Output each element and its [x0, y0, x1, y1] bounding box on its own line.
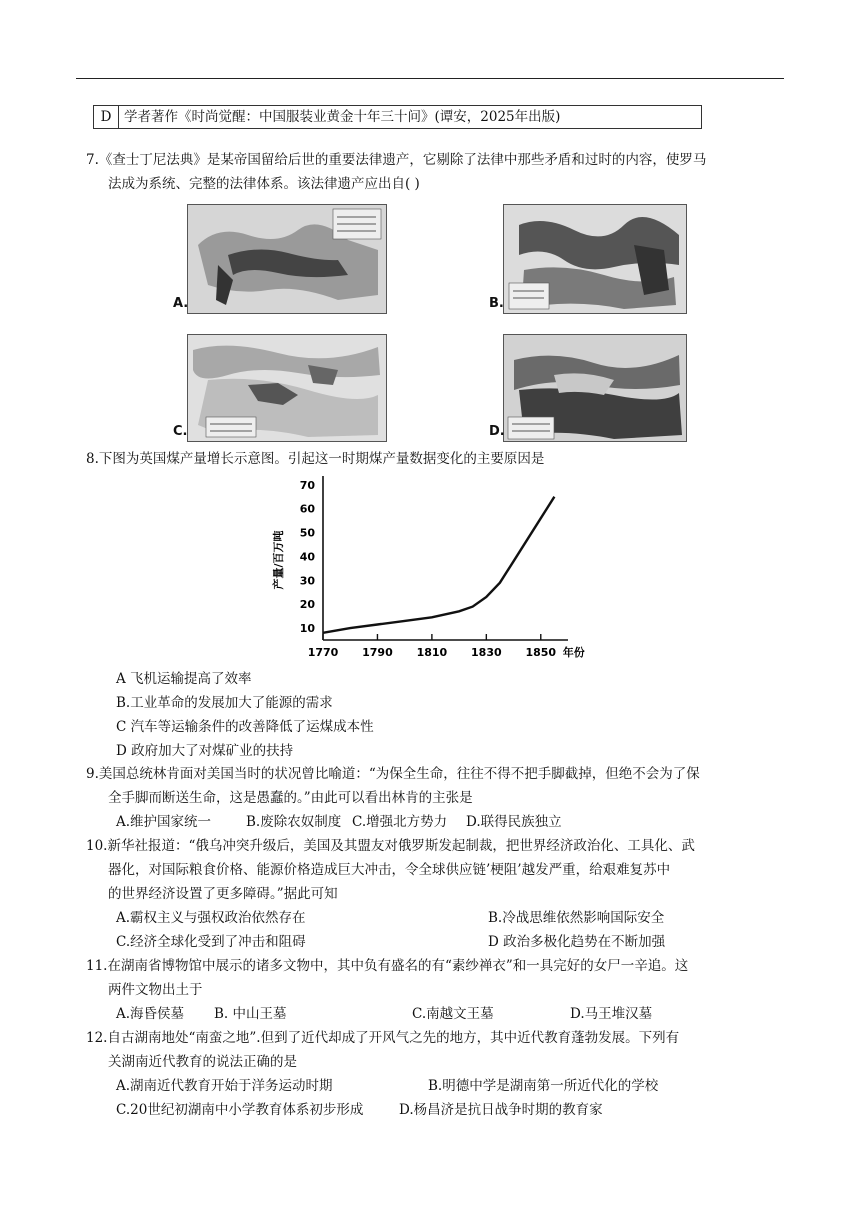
- q12-option-c[interactable]: C.20世纪初湖南中小学教育体系初步形成: [116, 1102, 364, 1118]
- header-rule: [76, 78, 784, 79]
- question-9-line-1: 9.美国总统林肯面对美国当时的状况曾比喻道：“为保全生命，往往不得不把手脚截掉，但绝不会为了保: [86, 766, 700, 782]
- question-10-line-3: 的世界经济设置了更多障碍。”据此可知: [108, 886, 338, 902]
- question-12: [86, 1026, 786, 1074]
- y-tick-label-3: 40: [299, 550, 315, 564]
- q8-option-b[interactable]: B.工业革命的发展加大了能源的需求: [116, 695, 333, 711]
- coal-output-chart: [268, 470, 628, 670]
- question-12-line-2: 关湖南近代教育的说法正确的是: [108, 1054, 297, 1070]
- question-11: [86, 954, 786, 1002]
- q9-option-d[interactable]: D.联得民族独立: [466, 814, 562, 830]
- q9-option-a[interactable]: A.维护国家统一: [116, 814, 212, 830]
- map-label-b: B.: [489, 296, 504, 311]
- map-b-graphic: [504, 205, 686, 313]
- question-11-line-1: 11.在湖南省博物馆中展示的诸多文物中，其中负有盛名的有“素纱禅衣”和一具完好的女尸一辛追。这: [86, 958, 689, 974]
- x-axis-ticks: [308, 634, 557, 659]
- q10-option-b[interactable]: B.冷战思维依然影响国际安全: [488, 910, 665, 926]
- x-tick-label-3: 1830: [471, 646, 502, 659]
- option-table-row: [93, 105, 702, 129]
- map-a-graphic: [188, 205, 386, 313]
- y-tick-label-2: 30: [299, 574, 315, 588]
- option-key: D: [94, 106, 119, 128]
- y-axis-label: 产量/百万吨: [272, 530, 285, 590]
- q10-option-c[interactable]: C.经济全球化受到了冲击和阻碍: [116, 934, 306, 950]
- question-8: [86, 447, 786, 471]
- q8-option-d[interactable]: D 政府加大了对煤矿业的扶持: [116, 743, 294, 759]
- map-option-d[interactable]: [503, 334, 687, 442]
- map-option-c[interactable]: [187, 334, 387, 442]
- q10-option-a[interactable]: A.霸权主义与强权政治依然存在: [116, 910, 306, 926]
- x-tick-label-4: 1850: [525, 646, 557, 659]
- q12-option-d[interactable]: D.杨昌济是抗日战争时期的教育家: [399, 1102, 603, 1118]
- question-12-line-1: 12.自古湖南地处“南蛮之地”.但到了近代却成了开风气之先的地方，其中近代教育蓬勃发展。下列有: [86, 1030, 680, 1046]
- question-8-stem: 8.下图为英国煤产量增长示意图。引起这一时期煤产量数据变化的主要原因是: [86, 451, 545, 467]
- q12-option-a[interactable]: A.湖南近代教育开始于洋务运动时期: [116, 1078, 333, 1094]
- y-tick-label-4: 50: [299, 526, 315, 540]
- q9-option-b[interactable]: B.废除农奴制度: [246, 814, 342, 830]
- x-tick-label-2: 1810: [416, 646, 448, 659]
- question-10: [86, 834, 786, 906]
- y-axis-ticks: [300, 479, 316, 635]
- question-7-line-2: 法成为系统、完整的法律体系。该法律遗产应出自( ): [108, 176, 420, 192]
- map-label-a: A.: [173, 296, 189, 311]
- q8-option-c[interactable]: C 汽车等运输条件的改善降低了运煤成本性: [116, 719, 374, 735]
- map-label-c: C.: [173, 424, 188, 439]
- q11-option-b[interactable]: B. 中山王墓: [214, 1006, 287, 1022]
- x-tick-label-1: 1790: [362, 646, 393, 659]
- q11-option-d[interactable]: D.马王堆汉墓: [570, 1006, 653, 1022]
- y-tick-label-1: 20: [299, 598, 315, 612]
- q12-option-b[interactable]: B.明德中学是湖南第一所近代化的学校: [428, 1078, 659, 1094]
- question-7: [86, 148, 786, 196]
- map-d-graphic: [504, 335, 686, 441]
- map-option-a[interactable]: [187, 204, 387, 314]
- y-tick-label-0: 10: [299, 622, 315, 636]
- question-9-line-2: 全手脚而断送生命，这是愚蠢的。”由此可以看出林肯的主张是: [108, 790, 473, 806]
- question-10-line-2: 器化，对国际粮食价格、能源价格造成巨大冲击，令全球供应链’梗阻’越发严重，给艰难复苏中: [108, 862, 671, 878]
- question-7-line-1: 7.《查士丁尼法典》是某帝国留给后世的重要法律遗产，它剔除了法律中那些矛盾和过时的内容，使罗马: [86, 152, 707, 168]
- question-9: [86, 762, 786, 810]
- y-tick-label-5: 60: [299, 502, 315, 516]
- map-option-b[interactable]: [503, 204, 687, 314]
- x-tick-label-0: 1770: [307, 646, 339, 659]
- option-text: 学者著作《时尚觉醒：中国服装业黄金十年三十问》(谭安，2025年出版): [124, 109, 561, 125]
- q11-option-c[interactable]: C.南越文王墓: [412, 1006, 494, 1022]
- q10-option-d[interactable]: D 政治多极化趋势在不断加强: [488, 934, 666, 950]
- question-10-line-1: 10.新华社报道：“俄乌冲突升级后，美国及其盟友对俄罗斯发起制裁，把世界经济政治化、工具化、武: [86, 838, 695, 854]
- q8-option-a[interactable]: A 飞机运输提高了效率: [116, 671, 252, 687]
- series-line: [323, 497, 554, 633]
- map-c-graphic: [188, 335, 386, 441]
- q9-option-c[interactable]: C.增强北方势力: [352, 814, 448, 830]
- q11-option-a[interactable]: A.海昏侯墓: [116, 1006, 185, 1022]
- x-axis-label: 年份: [562, 646, 585, 659]
- question-11-line-2: 两件文物出土于: [108, 982, 203, 998]
- y-tick-label-6: 70: [299, 478, 315, 492]
- map-label-d: D.: [489, 424, 505, 439]
